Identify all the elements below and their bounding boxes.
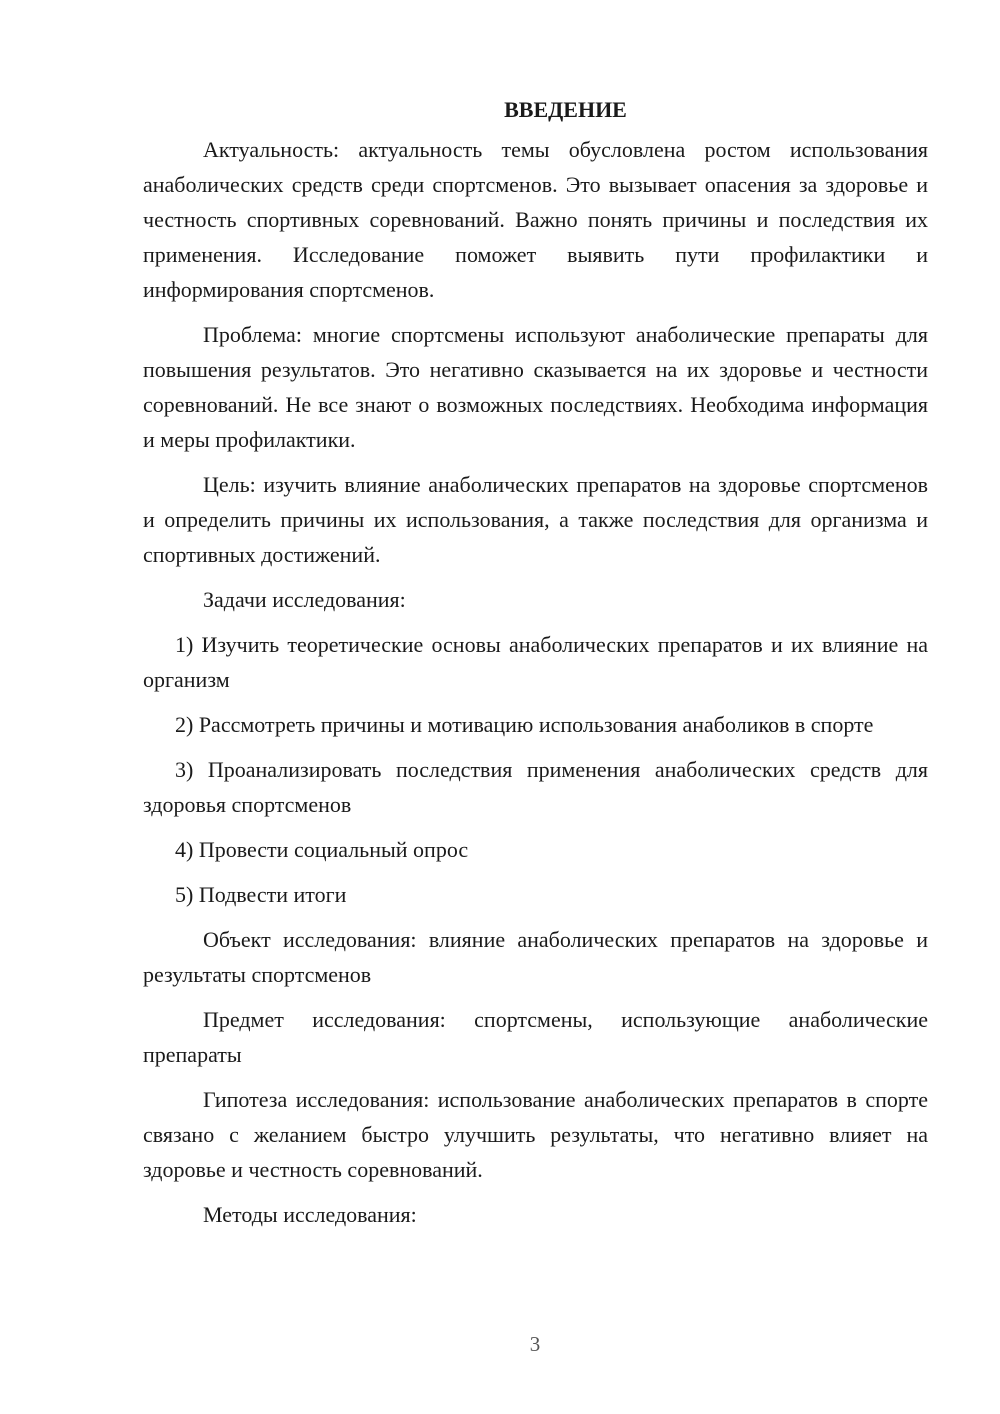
methods-heading: Методы исследования: (203, 1202, 417, 1227)
task-item-2: 2) Рассмотреть причины и мотивацию использования анаболиков в спорте (175, 712, 874, 737)
paragraph-relevance: Актуальность: актуальность темы обусловлена ростом использования анаболических средств среди спортсменов. Это вызывает опасения за здоровье и честность спортивных соревнований. Важно понять причины и последствия их применения. Исследование поможет выявить пути профилактики и информирования спортсменов. (143, 137, 928, 302)
task-item-3: 3) Проанализировать последствия применения анаболических средств для здоровья спортсменов (143, 757, 928, 817)
paragraph-problem: Проблема: многие спортсмены используют анаболические препараты для повышения результатов. Это негативно сказывается на их здоровье и честности соревнований. Не все знают о возможных последствиях. Необходима информация и меры профилактики. (143, 322, 928, 452)
tasks-heading: Задачи исследования: (203, 587, 406, 612)
paragraph-goal: Цель: изучить влияние анаболических препаратов на здоровье спортсменов и определить причины их использования, а также последствия для организма и спортивных достижений. (143, 472, 928, 567)
paragraph-object: Объект исследования: влияние анаболических препаратов на здоровье и результаты спортсменов (143, 927, 928, 987)
document-title: ВВЕДЕНИЕ (504, 97, 627, 122)
task-item-5: 5) Подвести итоги (175, 882, 347, 907)
page-number: 3 (529, 1332, 541, 1356)
paragraph-subject: Предмет исследования: спортсмены, использующие анаболические препараты (143, 1007, 928, 1067)
task-item-1: 1) Изучить теоретические основы анаболических препаратов и их влияние на организм (143, 632, 928, 692)
paragraph-hypothesis: Гипотеза исследования: использование анаболических препаратов в спорте связано с желанием быстро улучшить результаты, что негативно влияет на здоровье и честность соревнований. (143, 1087, 928, 1182)
document-page (143, 92, 928, 1242)
task-item-4: 4) Провести социальный опрос (175, 837, 469, 862)
